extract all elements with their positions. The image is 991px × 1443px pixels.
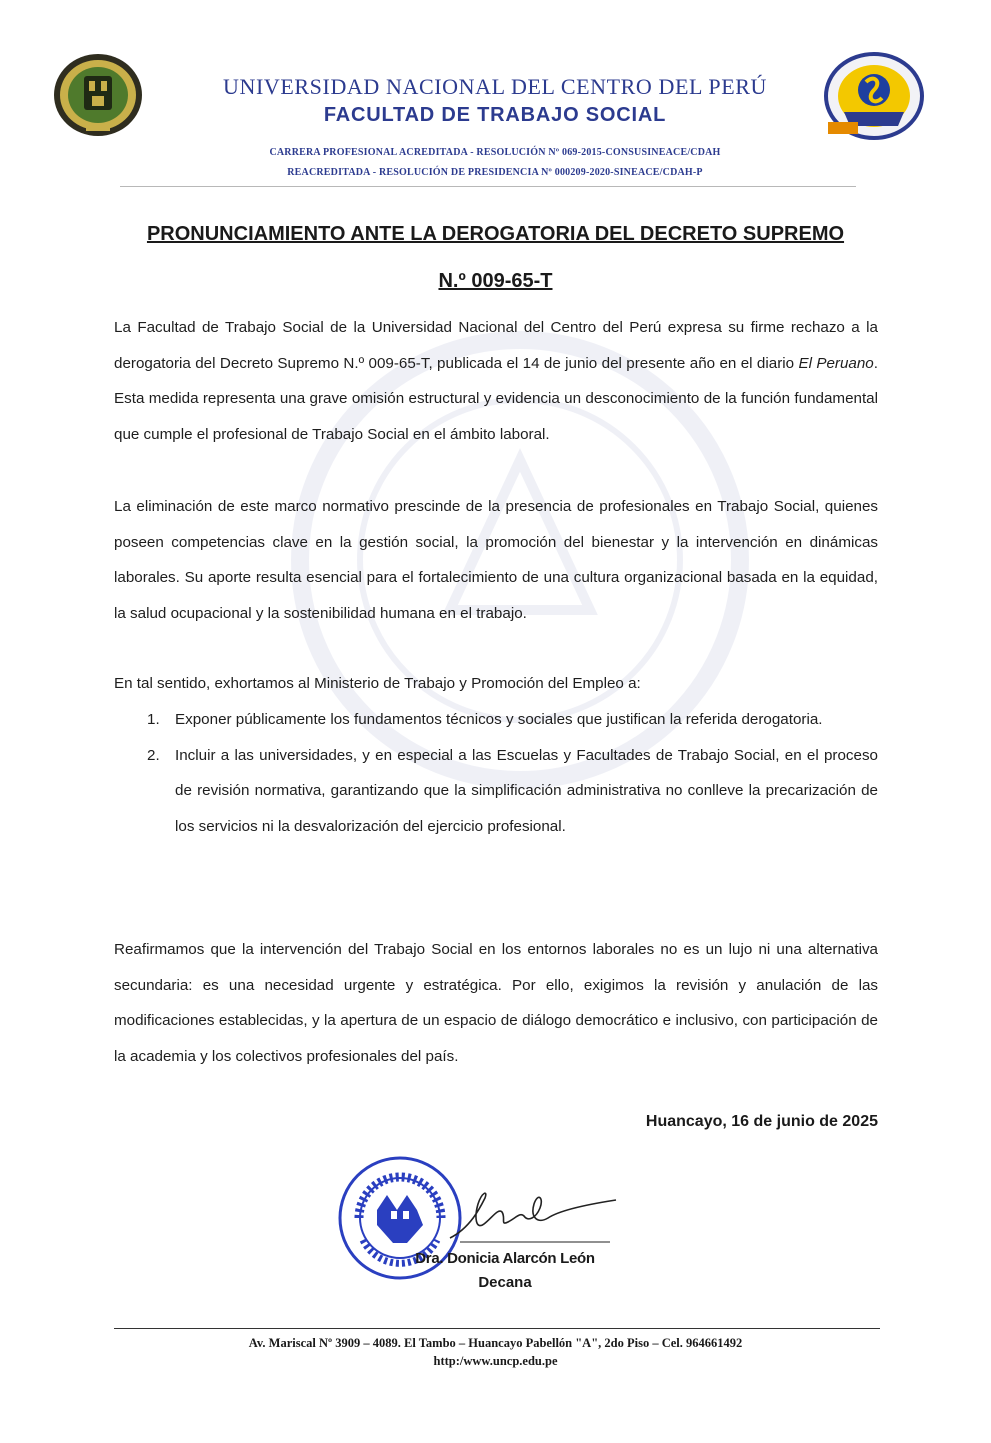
faculty-name: FACULTAD DE TRABAJO SOCIAL [323,104,667,126]
faculty-emblem-icon [822,52,926,142]
accreditation-line-2: REACREDITADA - RESOLUCIÓN DE PRESIDENCIA Nº 000209-2020-SINEACE/CDAH-P [287,167,703,178]
paragraph-3: En tal sentido, exhortamos al Ministerio de Trabajo y Promoción del Empleo a: [114,675,641,692]
footer-divider [114,1328,880,1329]
list-item-text: Exponer públicamente los fundamentos técnicos y sociales que justifican la referida derogatoria. [175,711,823,728]
paragraph-1-text: La Facultad de Trabajo Social de la Universidad Nacional del Centro del Perú expresa su firme rechazo a la derogatoria del Decreto Supremo N.º 009-65-T, publicada el 14 de junio del presente año en el diario [114,319,878,372]
footer-address: Av. Mariscal Nº 3909 – 4089. El Tambo – Huancayo Pabellón "A", 2do Piso – Cel. 964661492 [248,1336,743,1350]
signer-name: Dra. Donicia Alarcón León [415,1250,595,1267]
header-divider [120,186,856,187]
document-title: PRONUNCIAMIENTO ANTE LA DEROGATORIA DEL DECRETO SUPREMO [146,223,845,245]
list-item [114,738,878,845]
accreditation-line-1: CARRERA PROFESIONAL ACREDITADA - RESOLUCIÓN Nº 069-2015-CONSUSINEACE/CDAH [269,147,721,158]
document-title-number: N.º 009-65-T [438,270,553,292]
footer-website: http:/www.uncp.edu.pe [433,1354,558,1368]
paragraph-2: La eliminación de este marco normativo prescinde de la presencia de profesionales en Trabajo Social, quienes poseen competencias clave en la gestión social, la promoción del bienestar y la intervención en dinámicas laborales. Su aporte resulta esencial para el fortalecimiento de una cultura organizacional basada en la equidad, la salud ocupacional y la sostenibilidad humana en el trabajo. [114,498,878,622]
demands-list [114,702,878,844]
signer-role: Decana [478,1274,532,1291]
university-seal-icon [52,52,144,138]
list-item-number: 2. [147,746,160,764]
paragraph-4: Reafirmamos que la intervención del Trabajo Social en los entornos laborales no es un lujo ni una alternativa secundaria: es una necesidad urgente y estratégica. Por ello, exigimos la revisión y anulación de las modificaciones establecidas, y la apertura de un espacio de diálogo democrático e inclusivo, con participación de la academia y los colectivos profesionales del país. [114,941,878,1065]
university-name: UNIVERSIDAD NACIONAL DEL CENTRO DEL PERÚ [222,74,768,99]
list-item [114,702,878,738]
newspaper-name: El Peruano [798,354,874,372]
place-date: Huancayo, 16 de junio de 2025 [645,1113,878,1130]
paragraph-1 [114,310,878,452]
paragraph-1-text-end: . Esta medida representa una grave omisión estructural y evidencia un desconocimiento de la función fundamental que cumple el profesional de Trabajo Social en el ámbito laboral. [114,354,878,443]
list-item-number: 1. [147,711,160,728]
list-item-text: Incluir a las universidades, y en especial a las Escuelas y Facultades de Trabajo Social, en el proceso de revisión normativa, garantizando que la simplificación administrativa no conlleve la precarización de los servicios ni la desvalorización del ejercicio profesional. [175,746,878,835]
handwritten-signature-icon [440,1178,620,1248]
